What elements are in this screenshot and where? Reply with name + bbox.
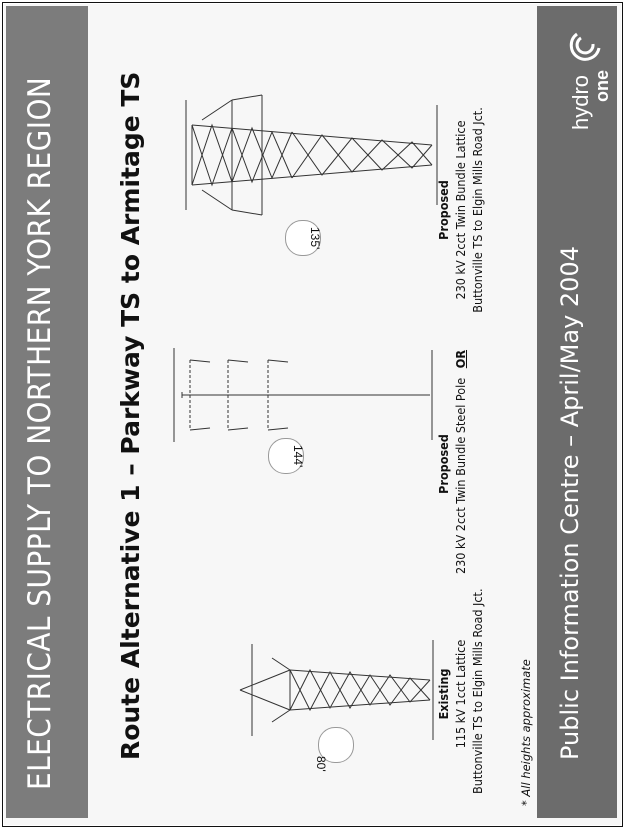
caption-lattice-status: Proposed [436, 180, 451, 240]
header-title: ELECTRICAL SUPPLY TO NORTHERN YORK REGION [22, 76, 58, 790]
caption-existing-line2: Buttonville TS to Elgin Mills Road Jct. [469, 588, 485, 794]
caption-existing-line1: 115 kV 1cct Lattice [452, 639, 468, 749]
footer-title: Public Information Centre – April/May 2004 [556, 246, 584, 760]
caption-existing-status: Existing [436, 668, 451, 720]
caption-or: OR [452, 349, 468, 369]
caption-steel-pole [436, 349, 470, 574]
logo-text-hydro: hydro [568, 74, 593, 130]
proposed-steel-pole-drawing [170, 340, 440, 450]
page-heading: Route Alternative 1 – Parkway TS to Armitage TS [116, 71, 145, 760]
logo-text-one: one [592, 69, 612, 102]
heights-note: * All heights approximate [519, 659, 533, 806]
height-label-lattice: 135' [308, 227, 322, 250]
caption-steel-pole-status: Proposed [436, 434, 451, 494]
height-label-existing: 80' [314, 756, 328, 772]
caption-lattice [436, 90, 487, 330]
caption-steel-pole-line1: 230 kV 2cct Twin Bundle Steel Pole OR [452, 349, 468, 574]
caption-lattice-line1: 230 kV 2cct Twin Bundle Lattice [452, 120, 468, 300]
caption-lattice-line2: Buttonville TS to Elgin Mills Road Jct. [469, 107, 485, 313]
proposed-lattice-tower-drawing [172, 90, 442, 220]
height-label-steel-pole: 144' [291, 445, 305, 468]
caption-existing [436, 588, 487, 794]
existing-lattice-tower-drawing [230, 640, 440, 740]
